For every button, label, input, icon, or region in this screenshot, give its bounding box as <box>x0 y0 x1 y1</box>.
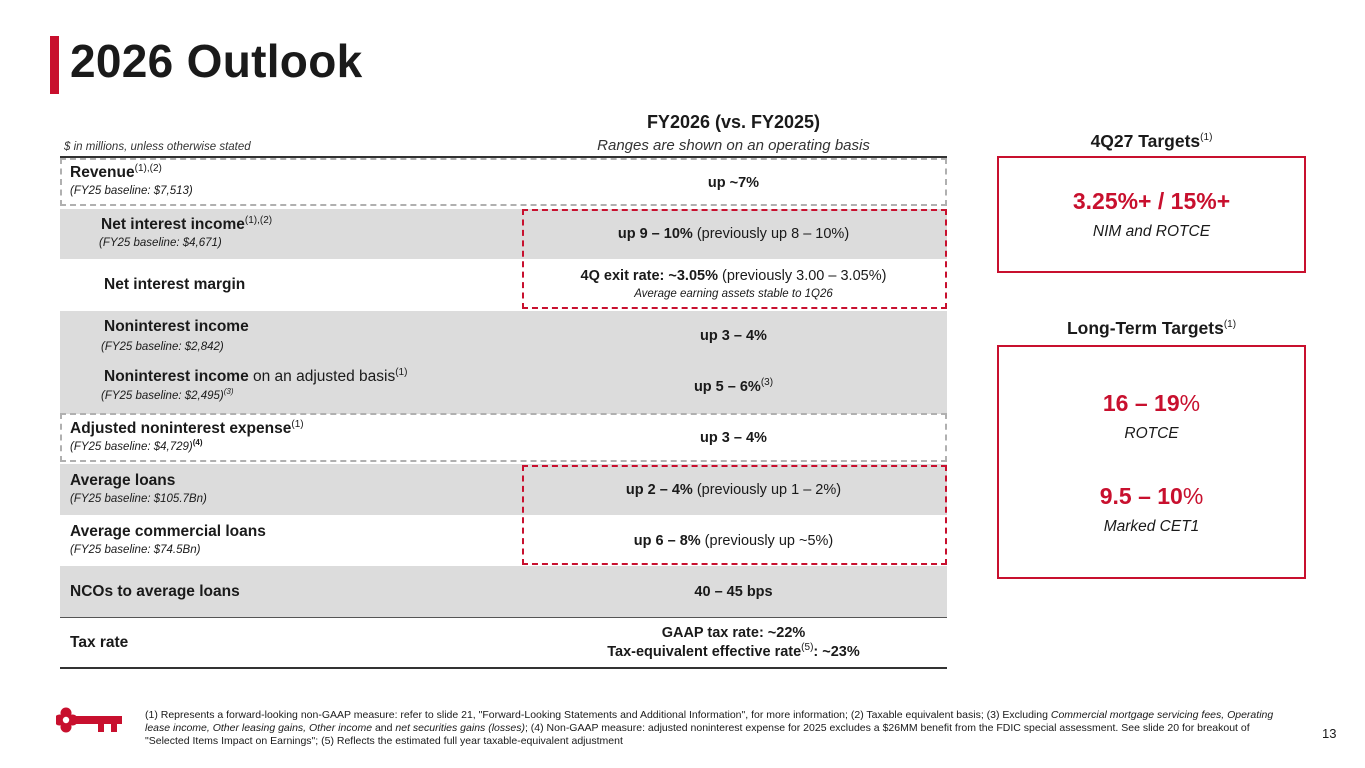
loans-highlight-box <box>522 465 947 565</box>
column-header-title: FY2026 (vs. FY2025) <box>646 112 821 132</box>
target-rotce-caption: ROTCE <box>1124 425 1179 442</box>
page-title: 2026 Outlook <box>70 35 363 87</box>
page-number: 13 <box>1322 726 1337 741</box>
nonint-adj-value: up 5 – 6%$^{(3)}$ <box>693 377 774 395</box>
ncos-label: NCOs to average loans <box>70 583 240 600</box>
nonint-adj-label: Noninterest income on an adjusted basis$^{(1)}$ <box>104 366 408 385</box>
revenue-value: up ~7% <box>707 175 760 191</box>
nii-label: Net interest income$^{(1),(2)}$ <box>101 214 273 233</box>
nii-value: up 9 – 10% (previously up 8 – 10%) <box>617 226 850 242</box>
units-note: $ in millions, unless otherwise stated <box>64 141 251 153</box>
nim-value: 4Q exit rate: ~3.05% (previously 3.00 – 3.05%) <box>580 268 887 284</box>
targets-4q27-values: 3.25%+ / 15%+ <box>1072 188 1231 214</box>
revenue-label: Revenue$^{(1),(2)}$ <box>70 162 162 181</box>
tax-label: Tax rate <box>70 634 129 651</box>
footnote: (1) Represents a forward-looking non-GAAP measure: refer to slide 21, "Forward-Looking Statements and Additional Information", for more information; (2) Taxable equivalent basis; (3) Excluding Commercial mortgage servicing fees, Operating lease income, Other leasing gains, Other income and net securities gains (losses); (4) Non-GAAP measure: adjusted noninterest expense for 2025 excludes a $26MM benefit from the FDIC special assessment. See slide 20 for breakout of "Selected Items Impact on Earnings"; (5) Reflects the estimated full year taxable-equivalent adjustment <box>145 709 1274 747</box>
avg-comm-baseline: (FY25 baseline: $74.5Bn) <box>70 544 201 556</box>
targets-long-heading: Long-Term Targets$^{(1)}$ <box>1066 318 1237 338</box>
nim-value-note: Average earning assets stable to 1Q26 <box>634 288 833 300</box>
title-accent-bar <box>50 36 59 94</box>
adj-exp-baseline: (FY25 baseline: $4,729)$^{(4)}$ <box>70 438 203 453</box>
key-logo-icon <box>56 706 124 734</box>
nonint-value: up 3 – 4% <box>700 328 767 344</box>
nii-baseline: (FY25 baseline: $4,671) <box>99 237 222 249</box>
adj-exp-value: up 3 – 4% <box>700 430 767 446</box>
target-cet1-value: 9.5 – 10% <box>1099 483 1204 509</box>
nonint-baseline: (FY25 baseline: $2,842) <box>101 341 224 353</box>
adj-exp-label: Adjusted noninterest expense$^{(1)}$ <box>70 418 304 437</box>
column-header-subtitle: Ranges are shown on an operating basis <box>597 137 870 154</box>
row-separator <box>60 617 947 618</box>
targets-4q27-box <box>997 156 1306 273</box>
nonint-label: Noninterest income <box>104 318 249 335</box>
avg-loans-baseline: (FY25 baseline: $105.7Bn) <box>70 493 207 505</box>
tax-value-te: Tax-equivalent effective rate$^{(5)}$: ~23% <box>607 642 860 660</box>
target-cet1-caption: Marked CET1 <box>1103 518 1200 535</box>
ncos-value: 40 – 45 bps <box>694 584 773 600</box>
target-rotce-value: 16 – 19% <box>1102 390 1201 416</box>
avg-comm-label: Average commercial loans <box>70 523 266 540</box>
targets-4q27-heading: 4Q27 Targets$^{(1)}$ <box>1090 131 1213 151</box>
avg-loans-label: Average loans <box>70 472 176 489</box>
targets-4q27-caption: NIM and ROTCE <box>1092 223 1211 240</box>
tax-value-gaap: GAAP tax rate: ~22% <box>661 625 806 641</box>
targets-long-box <box>997 345 1306 579</box>
avg-comm-value: up 6 – 8% (previously up ~5%) <box>633 533 834 549</box>
table-bottom-rule <box>60 667 947 669</box>
revenue-baseline: (FY25 baseline: $7,513) <box>70 185 193 197</box>
nonint-adj-baseline: (FY25 baseline: $2,495)$^{(3)}$ <box>101 387 234 402</box>
nim-label: Net interest margin <box>104 276 246 293</box>
avg-loans-value: up 2 – 4% (previously up 1 – 2%) <box>625 482 842 498</box>
